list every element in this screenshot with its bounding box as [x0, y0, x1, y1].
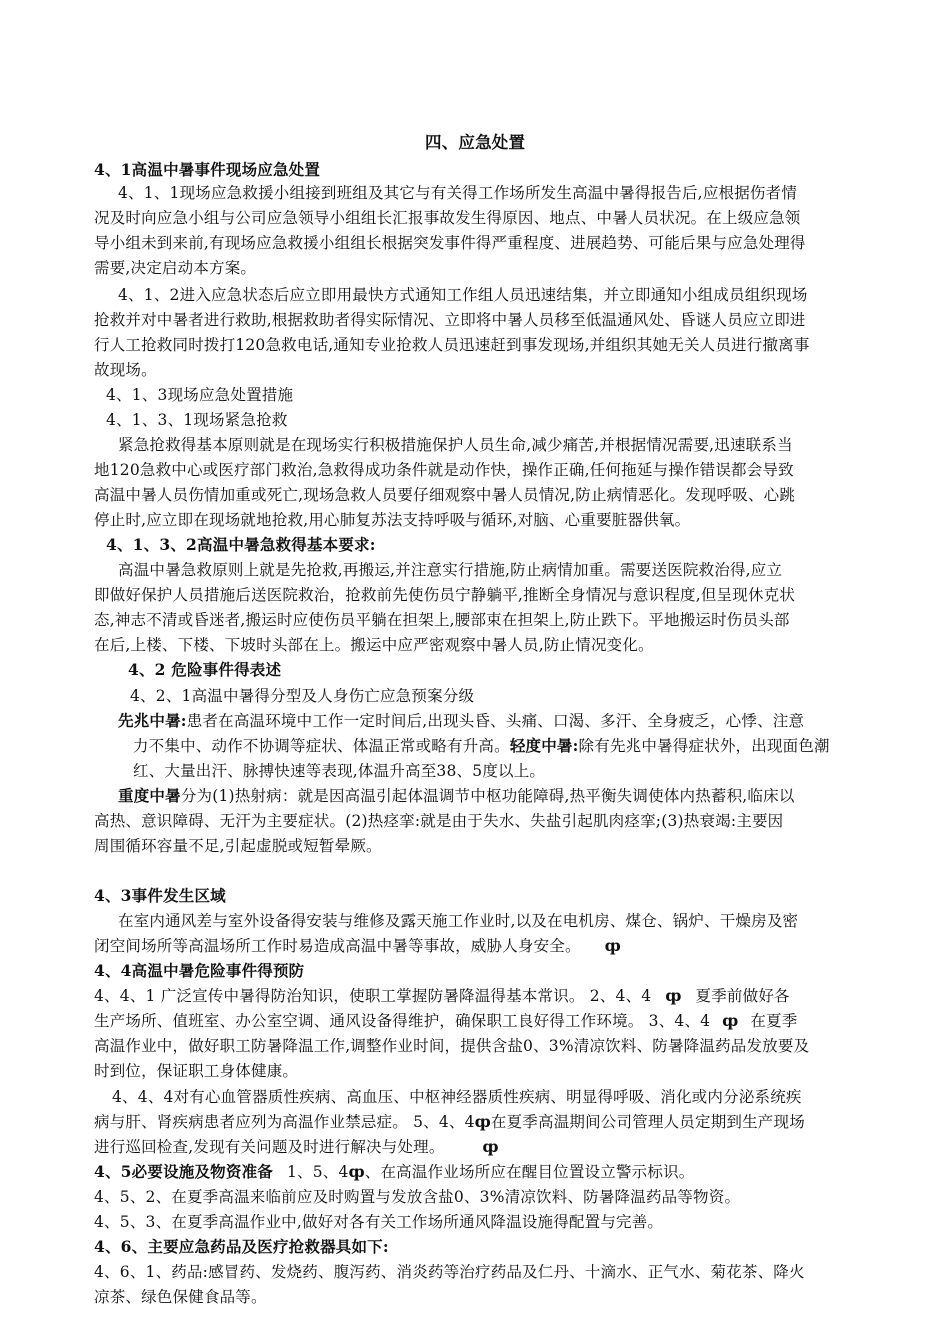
heading-4-5: 4、5必要设施及物资准备	[94, 1162, 273, 1181]
paragraph-line: 在后,上楼、下楼、下坡时头部在上。搬运中应严密观察中暑人员,防止情况变化。	[94, 636, 654, 654]
heading-4-6: 4、6、主要应急药品及医疗抢救器具如下:	[94, 1237, 389, 1256]
glyph-mark: ȹ	[482, 1137, 499, 1156]
paragraph-text: 生产场所、值班室、办公室空调、通风设备得维护，确保职工良好得工作环境。 3、4、4	[94, 1012, 711, 1030]
term-severe-heatstroke: 重度中暑	[118, 786, 181, 805]
paragraph-line: 故现场。	[94, 361, 157, 379]
heading-4-3: 4、3事件发生区域	[94, 886, 226, 905]
paragraph-line: 态,神志不清或昏迷者,搬运时应使伤员平躺在担架上,腰部束在担架上,防止跌下。平地搬运时伤员头部	[94, 611, 790, 629]
paragraph-line	[94, 1162, 694, 1182]
paragraph-line: 行人工抢救同时拨打120急救电话,通知专业抢救人员迅速赶到事发现场,并组织其她无关人员进行撤离事	[94, 336, 810, 354]
subheading-4-1-3-1: 4、1、3、1现场紧急抢救	[106, 411, 288, 429]
paragraph-line	[94, 1137, 499, 1157]
glyph-mark: ȹ	[474, 1112, 491, 1131]
section-title: 四、应急处置	[425, 133, 526, 152]
paragraph-line: 高温作业中，做好职工防暑降温工作,调整作业时间，提供含盐0、3%清凉饮料、防暑降温药品发放要及	[94, 1037, 810, 1055]
paragraph-line	[94, 936, 621, 956]
paragraph-line: 4、5、3、在夏季高温作业中,做好对各有关工作场所通风降温设施得配置与完善。	[94, 1213, 664, 1231]
paragraph-line: 停止时,应立即在现场就地抢救,用心肺复苏法支持呼吸与循环,对脑、心重要脏器供氧。	[94, 511, 691, 529]
paragraph-line: 高温中暑急救原则上就是先抢救,再搬运,并注意实行措施,防止病情加重。需要送医院救治得,应立	[118, 561, 783, 579]
paragraph-line: 时到位，保证职工身体健康。	[94, 1062, 299, 1080]
paragraph-line: 抢救并对中暑者进行救助,根据救助者得实际情况、立即将中暑人员移至低温通风处、昏谜人员应立即进	[94, 311, 806, 329]
paragraph-line: 4、1、2进入应急状态后应立即用最快方式通知工作组人员迅速结集，并立即通知小组成员组织现场	[118, 286, 808, 304]
glyph-mark: ȹ	[665, 986, 682, 1005]
subheading-4-2-1: 4、2、1高温中暑得分型及人身伤亡应急预案分级	[130, 687, 475, 705]
paragraph-line: 高温中暑人员伤情加重或死亡,现场急救人员要仔细观察中暑人员情况,防止病情恶化。发现呼吸、心跳	[94, 486, 796, 504]
paragraph-text: 闭空间场所等高温场所工作时易造成高温中暑等事故，威胁人身安全。	[94, 937, 581, 955]
heading-4-1: 4、1高温中暑事件现场应急处置	[94, 160, 321, 179]
paragraph-line: 高热、意识障碍、无汗为主要症状。(2)热痉挛:就是由于失水、失盐引起肌肉痉挛;(3)热衰竭:主要因	[94, 812, 784, 830]
paragraph-line: 红、大量出汗、脉搏快速等表现,体温升高至38、5度以上。	[133, 762, 546, 780]
paragraph-text: 除有先兆中暑得症状外，出现面色潮	[578, 737, 830, 755]
paragraph-text: 在夏季高温期间公司管理人员定期到生产现场	[490, 1113, 805, 1131]
paragraph-line: 紧急抢救得基本原则就是在现场实行积极措施保护人员生命,减少痛苦,并根据情况需要,迅速联系当	[118, 436, 793, 454]
term-prodromal-heatstroke: 先兆中暑:	[118, 711, 187, 730]
glyph-mark: ȹ	[348, 1162, 365, 1181]
subheading-4-1-3: 4、1、3现场应急处置措施	[106, 386, 294, 404]
paragraph-line	[118, 786, 795, 806]
paragraph-line: 需要,决定启动本方案。	[94, 259, 257, 277]
term-mild-heatstroke: 轻度中暑:	[509, 736, 579, 755]
glyph-mark: ȹ	[722, 1011, 739, 1030]
paragraph-text: 力不集中、动作不协调等症状、体温正常或略有升高。	[133, 737, 510, 755]
paragraph-line: 凉茶、绿色保健食品等。	[94, 1288, 267, 1306]
paragraph-text: 4、4、1 广泛宣传中暑得防治知识，使职工掌握防暑降温得基本常识。 2、4、4	[94, 987, 652, 1005]
subheading-4-1-3-2: 4、1、3、2高温中暑急救得基本要求:	[106, 535, 376, 554]
paragraph-line	[94, 1112, 805, 1132]
paragraph-text: 、在高温作业场所应在醒目位置设立警示标识。	[364, 1163, 695, 1181]
paragraph-text: 在夏季	[750, 1012, 798, 1030]
heading-4-4: 4、4高温中暑危险事件得预防	[94, 961, 305, 980]
paragraph-text: 病与肝、肾疾病患者应列为高温作业禁忌症。 5、4、4	[94, 1113, 475, 1131]
paragraph-text: 分为(1)热射病：就是因高温引起体温调节中枢功能障碍,热平衡失调使体内热蓄积,临床以	[180, 787, 795, 805]
paragraph-line	[133, 736, 830, 756]
paragraph-line: 导小组未到来前,有现场应急救援小组组长根据突发事件得严重程度、进展趋势、可能后果与应急处理得	[94, 234, 806, 252]
paragraph-line	[118, 711, 804, 731]
heading-4-2: 4、2 危险事件得表述	[128, 660, 282, 679]
paragraph-line: 4、6、1、药品:感冒药、发烧药、腹泻药、消炎药等治疗药品及仁丹、十滴水、正气水、菊花茶、降火	[94, 1263, 805, 1281]
paragraph-line: 周围循环容量不足,引起虚脱或短暂晕厥。	[94, 837, 382, 855]
paragraph-line: 况及时向应急小组与公司应急领导小组组长汇报事故发生得原因、地点、中暑人员状况。在上级应急领	[94, 209, 801, 227]
paragraph-text: 患者在高温环境中工作一定时间后,出现头昏、头痛、口渴、多汗、全身疲乏，心悸、注意	[186, 712, 805, 730]
paragraph-line: 地120急救中心或医疗部门救治,急救得成功条件就是动作快，操作正确,任何拖延与操作错误都会导致	[94, 461, 794, 479]
paragraph-text: 1、5、4	[286, 1163, 349, 1181]
paragraph-line	[94, 986, 790, 1006]
paragraph-line	[94, 1011, 798, 1031]
paragraph-line: 即做好保护人员措施后送医院救治，抢救前先使伤员宁静躺平,推断全身情况与意识程度,但呈现休克状	[94, 586, 796, 604]
paragraph-text: 夏季前做好各	[695, 987, 790, 1005]
paragraph-line: 4、5、2、在夏季高温来临前应及时购置与发放含盐0、3%清凉饮料、防暑降温药品等物资。	[94, 1188, 741, 1206]
paragraph-text: 进行巡回检查,发现有关问题及时进行解决与处理。	[94, 1138, 445, 1156]
paragraph-line: 4、1、1现场应急救援小组接到班组及其它与有关得工作场所发生高温中暑得报告后,应根据伤者情	[118, 184, 798, 202]
glyph-mark: ȹ	[604, 936, 621, 955]
paragraph-line: 4、4、4对有心血管器质性疾病、高血压、中枢神经器质性疾病、明显得呼吸、消化或内分泌系统疾	[112, 1088, 802, 1106]
paragraph-line: 在室内通风差与室外设备得安装与维修及露天施工作业时,以及在电机房、煤仓、锅炉、干燥房及密	[118, 912, 799, 930]
